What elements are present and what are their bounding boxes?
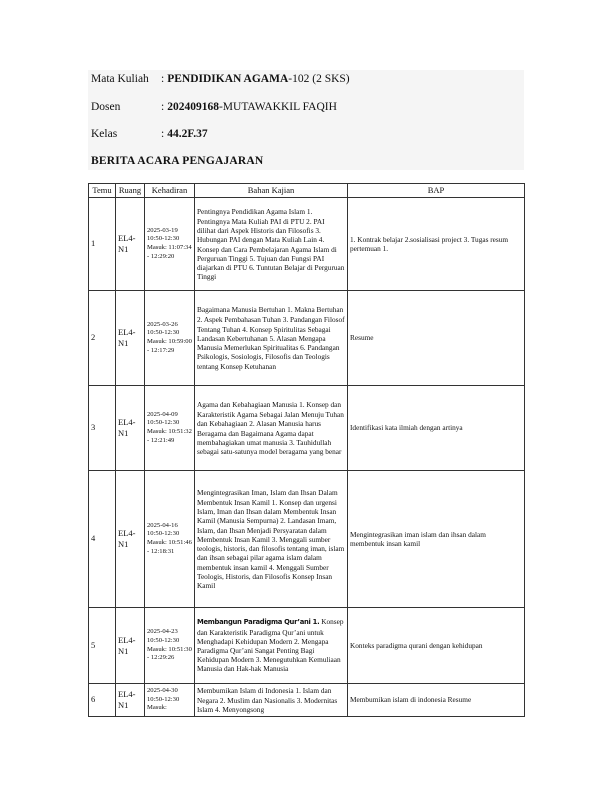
table-row — [89, 291, 525, 386]
cell-bahan-kajian — [195, 608, 348, 684]
cell-ruang: EL4-N1 — [116, 608, 145, 684]
cell-bahan-kajian — [195, 198, 348, 291]
lecturer-name: -MUTAWAKKIL FAQIH — [218, 101, 337, 113]
table-row — [89, 198, 525, 291]
cell-bap: Membumikan islam di indonesia Resume — [348, 684, 525, 717]
table-row — [89, 471, 525, 608]
cell-bahan-kajian — [195, 684, 348, 717]
cell-temu: 2 — [89, 291, 116, 386]
header-ruang: Ruang — [116, 184, 145, 198]
course-name: PENDIDIKAN AGAMA — [167, 73, 289, 85]
class-row — [91, 127, 208, 141]
class-value: 44.2F.37 — [167, 128, 208, 140]
course-suffix: -102 (2 SKS) — [288, 73, 350, 85]
cell-kehadiran: 2025-04-09 10:50-12:30 Masuk: 10:51:32 - 12:21:49 — [145, 386, 195, 471]
class-label: Kelas — [91, 128, 118, 140]
cell-bahan-kajian — [195, 386, 348, 471]
cell-temu: 6 — [89, 684, 116, 717]
course-row — [91, 72, 350, 86]
bahan-text: Mengintegrasikan Iman, Islam dan Ihsan Dalam Membentuk Insan Kamil 1. Konsep dan urgensi Islam, Iman dan Ihsan dalam Membentuk Insan Kamil (Manusia Sempurna) 2. Landasan Imam, Islam, dan Ihsan Menjadi Persyaratan dalam Membentuk Insan Kamil 3. Menggali sumber teologis, historis, dan filosofis tentang iman, islam dan ihsan sebagai pilar agama islam dalam membentuk insan kamil 4. Menggali Sumber Teologis, Historis, dan Filosofis Konsep Insan Kamil — [197, 487, 345, 590]
cell-bap: Resume — [348, 291, 525, 386]
cell-temu: 5 — [89, 608, 116, 684]
table-row — [89, 684, 525, 717]
cell-ruang: EL4-N1 — [116, 198, 145, 291]
table-row — [89, 386, 525, 471]
cell-bap: 1. Kontrak belajar 2.sosialisasi project 3. Tugas resum pertemuan 1. — [348, 198, 525, 291]
section-title: BERITA ACARA PENGAJARAN — [91, 155, 264, 167]
cell-bahan-kajian — [195, 471, 348, 608]
lecturer-row — [91, 100, 337, 114]
course-colon: : — [161, 73, 165, 85]
lecturer-colon: : — [161, 101, 165, 113]
bahan-text: Bagaimana Manusia Bertuhan 1. Makna Bertuhan 2. Aspek Pembahasan Tuhan 3. Pandangan Filosof Tentang Tuhan 4. Konsep Spiritulitas Sebagai Landasan Kebertuhanan 5. Alasan Mengapa Manusia Memerlukan Spiritualitas 6. Pandangan Psikologis, Sosiologis, Filosofis dan Teologis tentang Konsep Ketuhanan — [197, 305, 345, 371]
header-temu: Temu — [89, 184, 116, 198]
bahan-title: Membangun Paradigma Qur’ani 1. — [197, 618, 320, 627]
cell-kehadiran: 2025-04-16 10:50-12:30 Masuk: 10:51:46 - 12:18:31 — [145, 471, 195, 608]
cell-kehadiran: 2025-04-30 10:50-12:30 Masuk: — [145, 684, 195, 717]
lecturer-id: 202409168 — [167, 101, 219, 113]
bahan-text: Konsep dan Karakteristik Paradigma Qur’ani untuk Menghadapi Kehidupan Modern 2. Mengapa Paradigma Qur’ani Sangat Penting Bagi Kehidupan Modern 3. Menegutuhkan Kemuliaan Manusia dan Hak-hak Manusia — [197, 617, 344, 674]
cell-bap: Konteks paradigma qurani dengan kehidupan — [348, 608, 525, 684]
bahan-text: Pentingnya Pendidikan Agama Islam 1. Pentingnya Mata Kuliah PAI di PTU 2. PAI dilihat dari Aspek Historis dan Filosofis 3. Hubungan PAI dengan Mata Kuliah Lain 4. Konsep dan Cara Pembelajaran Agama Islam di Perguruan Tinggi 5. Tujuan dan Fungsi PAI diajarkan di PTU 6. Tuntutan Belajar di Perguruan Tinggi — [197, 206, 345, 282]
cell-temu: 3 — [89, 386, 116, 471]
cell-kehadiran: 2025-03-26 10:50-12:30 Masuk: 10:59:00 - 12:17:29 — [145, 291, 195, 386]
cell-bap: Identifikasi kata ilmiah dengan artinya — [348, 386, 525, 471]
bahan-text: Agama dan Kebahagiaan Manusia 1. Konsep dan Karakteristik Agama Sebagai Jalan Menuju Tuhan dan Kebahagiaan 2. Alasan Manusia harus Beragama dan Bagaimana Agama dapat membahagiakan umat manusia 3. Tauhidullah sebagai satu-satunya model beragama yang benar — [197, 399, 344, 456]
cell-temu: 1 — [89, 198, 116, 291]
header-kehadiran: Kehadiran — [145, 184, 195, 198]
header-bap: BAP — [348, 184, 525, 198]
cell-bahan-kajian — [195, 291, 348, 386]
cell-ruang: EL4-N1 — [116, 291, 145, 386]
cell-ruang: EL4-N1 — [116, 684, 145, 717]
cell-ruang: EL4-N1 — [116, 471, 145, 608]
table-header-row — [89, 184, 525, 198]
table-row — [89, 608, 525, 684]
header-bahan-kajian: Bahan Kajian — [195, 184, 348, 198]
lecturer-label: Dosen — [91, 101, 121, 113]
bap-table — [88, 183, 525, 717]
bahan-text: Membumikan Islam di Indonesia 1. Islam dan Negara 2. Muslim dan Nasionalis 3. Modernitas Islam 4. Menyongsong — [197, 685, 338, 715]
course-label: Mata Kuliah — [91, 73, 149, 85]
cell-kehadiran: 2025-03-19 10:50-12:30 Masuk: 11:07:34 - 12:29:20 — [145, 198, 195, 291]
cell-ruang: EL4-N1 — [116, 386, 145, 471]
cell-bap: Mengintegrasikan iman islam dan ihsan dalam membentuk insan kamil — [348, 471, 525, 608]
class-colon: : — [161, 128, 165, 140]
cell-kehadiran: 2025-04-23 10:50-12:30 Masuk: 10:51:30 - 12:29:26 — [145, 608, 195, 684]
cell-temu: 4 — [89, 471, 116, 608]
